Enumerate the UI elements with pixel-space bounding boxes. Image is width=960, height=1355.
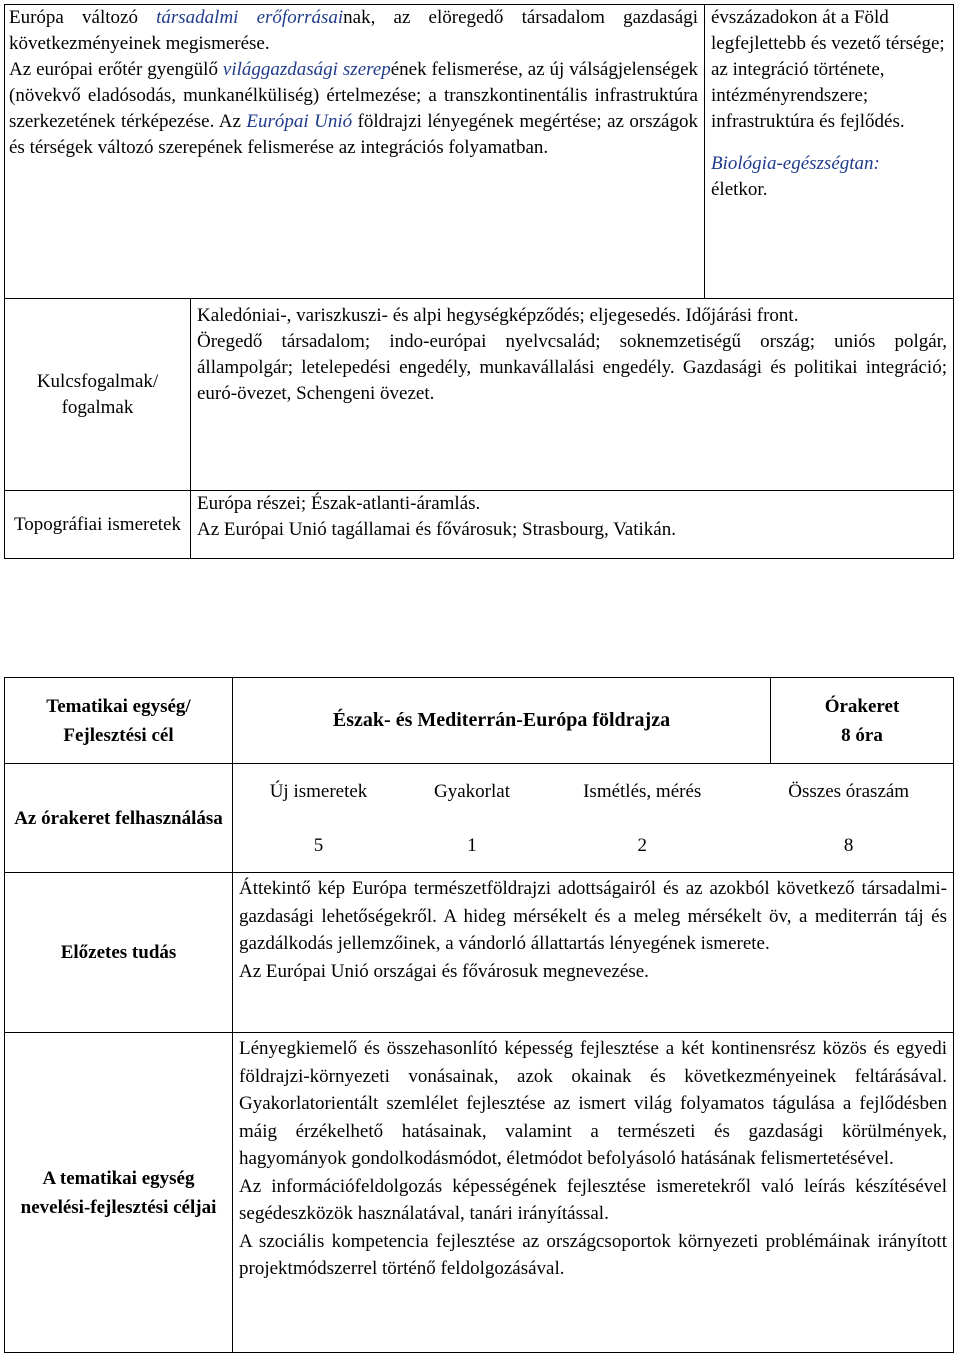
usage-value: 8 bbox=[843, 834, 854, 856]
kulcs-text-2: Öregedő társadalom; indo-európai nyelvcsalád; soknemzetiségű ország; uniós polgár, állampolgár; letelepedési engedély, munkavállalási engedély. Gazdasági és politikai integráció; euró-övezet, Schengeni övezet. bbox=[197, 331, 947, 404]
intro-part: Európa változó bbox=[9, 7, 157, 28]
goals-label: A tematikai egység nevelési-fejlesztési céljai bbox=[20, 1167, 217, 1218]
kulcs-label-cell bbox=[5, 299, 191, 491]
orakeret-cell bbox=[771, 678, 954, 764]
kulcs-text-1: Kaledóniai-, variszkuszi- és alpi hegységképződés; eljegesedés. Időjárási front. bbox=[197, 305, 799, 326]
intro-part-highlight: társadalmi erőforrásai bbox=[156, 7, 344, 28]
intro-cell bbox=[5, 5, 705, 299]
usage-label-cell bbox=[5, 764, 233, 873]
thematic-unit-table bbox=[4, 677, 954, 1353]
usage-header: Új ismeretek bbox=[269, 780, 368, 802]
usage-label: Az órakeret felhasználása bbox=[14, 807, 223, 829]
kulcs-body-cell bbox=[191, 299, 954, 491]
unit-title-cell bbox=[233, 678, 771, 764]
topo-label: Topográfiai ismeretek bbox=[14, 513, 181, 535]
goals-text-2: Az információfeldolgozás képességének fejlesztése ismeretekről való leírás készítésével segédeszközök használatával, tanári irányítással. bbox=[239, 1175, 947, 1224]
usage-value: 5 bbox=[313, 834, 324, 856]
intro-part: földrajzi lényegének megértése; az országok és térségek változó szerepének felismerése az integrációs folyamatban. bbox=[9, 111, 698, 158]
usage-value: 1 bbox=[467, 834, 477, 856]
goals-body-cell bbox=[233, 1033, 954, 1353]
kulcs-label: Kulcsfogalmak/ fogalmak bbox=[36, 370, 159, 418]
prior-text-1: Áttekintő kép Európa természetföldrajzi adottságairól és az azokból következő társadalmi-gazdasági lehetőségekről. A hideg mérsékelt és a meleg mérsékelt öv, a mediterrán táj és gazdálkodás jellemzőinek, a vándorló állattartás lényegének ismerete. bbox=[239, 878, 947, 954]
side-bio-text: életkor. bbox=[711, 179, 768, 200]
usage-header: Összes óraszám bbox=[788, 780, 910, 802]
usage-header: Gyakorlat bbox=[434, 780, 510, 802]
topo-text-2: Az Európai Unió tagállamai és fővárosuk; Strasbourg, Vatikán. bbox=[197, 519, 676, 540]
unit-header-label: Tematikai egység/ Fejlesztési cél bbox=[46, 695, 191, 746]
intro-part: ének felismerése, az új válságjelenségek (növekvő eladósodás, munkanélküliség) értelmezése; a transzkontinentális infrastruktúra szerkezetének térképezése. Az bbox=[9, 59, 699, 132]
unit-title: Észak- és Mediterrán-Európa földrajza bbox=[332, 709, 671, 731]
usage-header: Ismétlés, mérés bbox=[583, 780, 702, 802]
side-bio-label: Biológia-egészségtan: bbox=[711, 153, 880, 174]
topo-body-cell bbox=[191, 491, 954, 559]
intro-part-highlight: világgazdasági szerep bbox=[222, 59, 391, 80]
intro-part: Az európai erőtér gyengülő bbox=[9, 59, 223, 80]
curriculum-top-table bbox=[4, 4, 954, 559]
prior-text-2: Az Európai Unió országai és fővárosuk megnevezése. bbox=[239, 960, 649, 982]
orakeret-label: Órakeret bbox=[824, 695, 900, 717]
prior-body-cell bbox=[233, 873, 954, 1033]
usage-value: 2 bbox=[637, 834, 647, 856]
unit-header-label-cell bbox=[5, 678, 233, 764]
goals-text-1: Lényegkiemelő és összehasonlító képesség fejlesztése a két kontinensrész közös és egyedi földrajzi-környezeti vonásainak, azok okainak és következményeinek feltárásával. Gyakorlatorientált szemlélet fejlesztése az ismert világ folyamatos tágulása a fejlődésben máig érzékelhető hatásainak, valamint a természeti és gazdasági körülmények, hagyományok gondolkodásmódot, életmódot befolyásoló hatásának felismertetésével. bbox=[239, 1038, 947, 1169]
goals-text-3: A szociális kompetencia fejlesztése az országcsoportok környezeti problémáinak irányított projektmódszerrel történő feldolgozásával. bbox=[239, 1230, 947, 1279]
prior-label-cell bbox=[5, 873, 233, 1033]
intro-part: nak, az elöregedő társadalom gazdasági következményeinek megismerése. bbox=[9, 7, 698, 54]
topo-text-1: Európa részei; Észak-atlanti-áramlás. bbox=[197, 493, 481, 514]
side-cell bbox=[705, 5, 954, 299]
side-text: évszázadokon át a Föld legfejlettebb és vezető térsége; az integráció története, intézményrendszere; infrastruktúra és fejlődés. bbox=[711, 7, 945, 132]
topo-label-cell bbox=[5, 491, 191, 559]
goals-label-cell bbox=[5, 1033, 233, 1353]
usage-table bbox=[233, 764, 953, 872]
prior-label: Előzetes tudás bbox=[60, 942, 177, 963]
usage-cell bbox=[233, 764, 954, 873]
intro-part-highlight: Európai Unió bbox=[246, 111, 353, 132]
orakeret-value: 8 óra bbox=[841, 724, 883, 746]
